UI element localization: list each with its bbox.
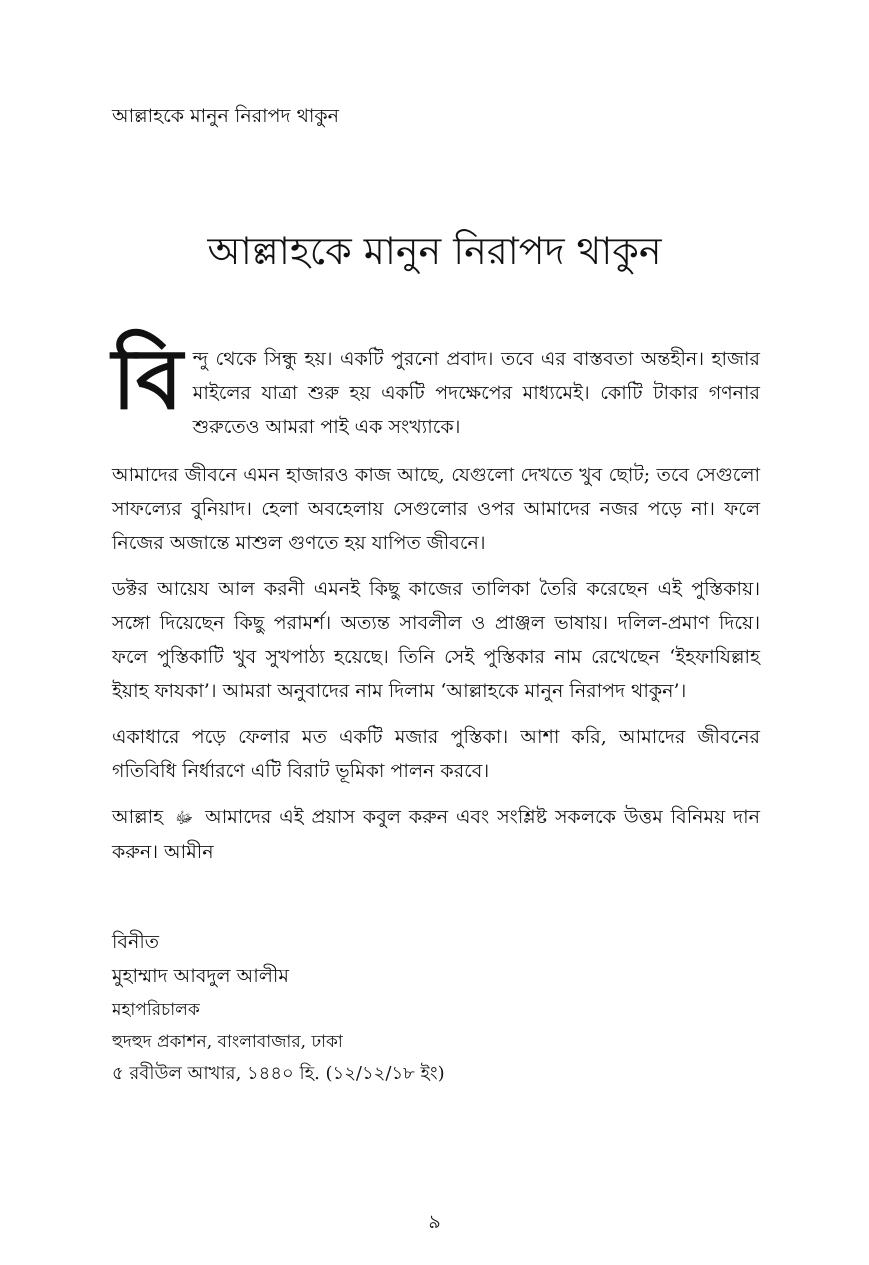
paragraph-about-book: ডক্টর আয়েয আল করনী এমনই কিছু কাজের তালিকা তৈরি করেছেন এই পুস্তিকায়। সঙ্গো দিয়েছেন কিছু পরামর্শ। অত্যন্ত সাবলীল ও প্রাঞ্জল ভাষায়। দলিল-প্রমাণ দিয়ে। ফলে পুস্তিকাটি খুব সুখপাঠ্য হয়েছে। তিনি সেই পুস্তিকার নাম রেখেছেন ‘ইহফাযিল্লাহ ইয়াহ ফাযকা’। আমরা অনুবাদের নাম দিলাম ‘আল্লাহকে মানুন নিরাপদ থাকুন’। xyxy=(112,578,760,702)
paragraph-dua xyxy=(112,800,760,869)
paragraph-small-deeds: আমাদের জীবনে এমন হাজারও কাজ আছে, যেগুলো দেখতে খুব ছোট; তবে সেগুলো সাফল্যের বুনিয়াদ। হেলা অবহেলায় সেগুলোর ওপর আমাদের নজর পড়ে না। ফলে নিজের অজান্তে মাশুল গুণতে হয় যাপিত জীবনে। xyxy=(112,464,760,554)
page-number: ৯ xyxy=(428,1211,441,1233)
running-header: আল্লাহকে মানুন নিরাপদ থাকুন xyxy=(112,105,340,127)
honorific-ligature-icon: ﷻ xyxy=(175,808,194,827)
signature-date: ৫ রবীউল আখার, ১৪৪০ হি. (১২/১২/১৮ ইং) xyxy=(112,1063,445,1084)
signature-block xyxy=(112,926,445,1090)
paragraph-intro-text: ন্দু থেকে সিন্ধু হয়। একটি পুরনো প্রবাদ। তবে এর বাস্তবতা অন্তহীন। হাজার মাইলের যাত্রা শুরু হয় একটি পদক্ষেপের মাধ্যমেই। কোটি টাকার গণনার শুরুতেও আমরা পাই এক সংখ্যাকে। xyxy=(192,348,760,438)
dua-text: আমাদের এই প্রয়াস কবুল করুন এবং সংশ্লিষ্ট সকলকে উত্তম বিনিময় দান করুন। আমীন xyxy=(112,806,760,863)
signature-role: মহাপরিচালক xyxy=(112,1000,200,1020)
dua-allah: আল্লাহ xyxy=(112,806,164,828)
signature-name: মুহাম্মাদ আবদুল আলীম xyxy=(112,965,289,987)
signature-intro: বিনীত xyxy=(112,931,160,953)
drop-cap: বি xyxy=(112,329,183,428)
preface-body xyxy=(112,329,760,881)
signature-organization: হুদহুদ প্রকাশন, বাংলাবাজার, ঢাকা xyxy=(112,1032,343,1052)
paragraph-recommendation: একাধারে পড়ে ফেলার মত একটি মজার পুস্তিকা। আশা করি, আমাদের জীবনের গতিবিধি নির্ধারণে এটি বিরাট ভূমিকা পালন করবে। xyxy=(112,726,760,782)
chapter-title: আল্লাহকে মানুন নিরাপদ থাকুন xyxy=(207,229,662,273)
paragraph-intro xyxy=(112,329,760,444)
